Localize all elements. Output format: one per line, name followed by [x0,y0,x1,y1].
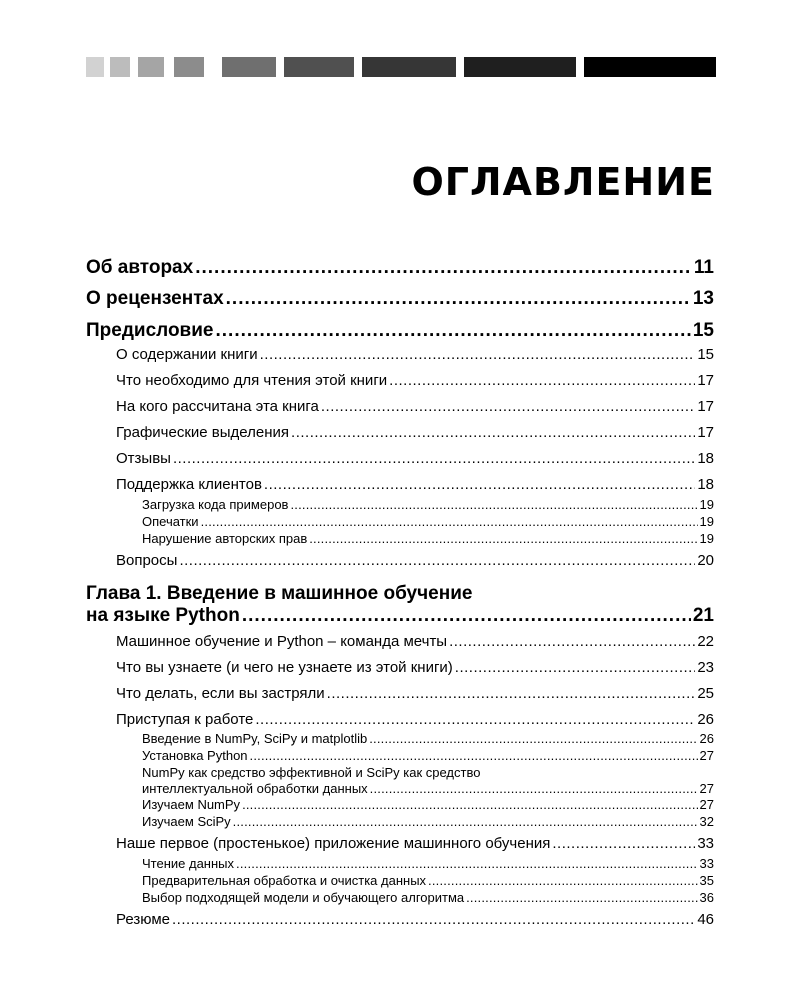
toc-page-number: 17 [697,372,714,389]
toc-entry-title: Предисловие [86,320,214,341]
dot-leader [250,748,698,763]
toc-page-number: 19 [699,514,714,529]
toc-entry-title: Что необходимо для чтения этой книги [116,372,388,389]
toc-subentry[interactable] [142,748,714,763]
toc-subentry-line1[interactable]: NumPy как средство эффективной и SciPy как средство [142,765,481,780]
toc-entry-title: Введение в NumPy, SciPy и matplotlib [142,731,368,746]
toc-entry-title: Резюме [116,911,170,928]
dot-leader [455,659,696,676]
toc-entry-title: Приступая к работе [116,711,254,728]
dot-leader [264,476,695,493]
toc-entry-title: Выбор подходящей модели и обучающего алгоритма [142,890,465,905]
dot-leader [172,911,695,928]
toc-entry[interactable] [116,450,714,467]
toc-subentry[interactable] [142,514,714,529]
toc-entry[interactable] [116,711,714,728]
dot-leader [369,731,697,746]
toc-entry-title: Чтение данных [142,856,235,871]
header-gradient-bars [86,57,716,77]
toc-entry[interactable] [116,476,714,493]
toc-page-number: 46 [697,911,714,928]
toc-subentry[interactable] [142,731,714,746]
chapter-1-title-line1[interactable]: Глава 1. Введение в машинное обучение [86,583,473,604]
dot-leader [370,781,698,796]
toc-page-number: 33 [699,856,714,871]
header-bar [584,57,716,77]
toc-entry-title: на языке Python [86,605,240,626]
toc-entry-title: О рецензентах [86,288,224,309]
toc-entry-title: Изучаем NumPy [142,797,241,812]
header-bar [110,57,130,77]
toc-entry[interactable] [116,372,714,389]
toc-entry-title: Наше первое (простенькое) приложение машинного обучения [116,835,551,852]
page-title: ОГЛАВЛЕНИЕ [411,160,715,204]
toc-page-number: 36 [699,890,714,905]
toc-subentry[interactable] [142,873,714,888]
dot-leader [309,531,697,546]
toc-entry-chapter-1[interactable] [86,605,714,627]
toc-page-number: 18 [697,450,714,467]
toc-entry-title: О содержании книги [116,346,258,363]
toc-page-number: 26 [697,711,714,728]
toc-entry-title: Что делать, если вы застряли [116,685,325,702]
toc-entry-title: интеллектуальной обработки данных [142,781,368,796]
header-bar [284,57,354,77]
toc-page-number: 27 [699,797,714,812]
header-bar [464,57,576,77]
toc-page-number: 21 [692,605,714,626]
dot-leader [255,711,695,728]
toc-page-number: 35 [699,873,714,888]
toc-page-number: 17 [697,424,714,441]
dot-leader [428,873,697,888]
toc-entry[interactable] [116,835,714,852]
toc-page-number: 27 [699,748,714,763]
dot-leader [449,633,695,650]
toc-page-number: 15 [692,320,714,341]
toc-entry-title: Нарушение авторских прав [142,531,308,546]
toc-entry-title: Вопросы [116,552,178,569]
toc-page-number: 15 [697,346,714,363]
toc-subentry[interactable] [142,890,714,905]
toc-entry-about-authors[interactable] [86,257,714,279]
toc-page-number: 19 [699,497,714,512]
toc-entry[interactable] [116,911,714,928]
dot-leader [236,856,698,871]
toc-page-number: 22 [697,633,714,650]
toc-entry[interactable] [116,424,714,441]
toc-entry-title: На кого рассчитана эта книга [116,398,319,415]
toc-subentry[interactable] [142,814,714,829]
toc-page-number: 27 [699,781,714,796]
toc-page-number: 25 [697,685,714,702]
header-bar [86,57,104,77]
toc-entry-title: Что вы узнаете (и чего не узнаете из этой книги) [116,659,453,676]
dot-leader [216,320,691,342]
toc-page-number: 20 [697,552,714,569]
toc-subentry[interactable] [142,797,714,812]
toc-page-number: 26 [699,731,714,746]
toc-page-number: 13 [692,288,714,309]
dot-leader [321,398,695,415]
dot-leader [201,514,698,529]
toc-entry[interactable] [116,552,714,569]
toc-entry-title: Изучаем SciPy [142,814,231,829]
dot-leader [173,450,695,467]
toc-page-number: 17 [697,398,714,415]
dot-leader [195,257,692,279]
toc-entry-title: Машинное обучение и Python – команда мечты [116,633,448,650]
toc-subentry[interactable] [142,781,714,796]
toc-subentry[interactable] [142,856,714,871]
toc-entry[interactable] [116,685,714,702]
dot-leader [552,835,695,852]
toc-entry[interactable] [116,633,714,650]
toc-subentry[interactable] [142,497,714,512]
toc-entry-title: Об авторах [86,257,194,278]
dot-leader [290,497,697,512]
toc-entry-title: Отзывы [116,450,171,467]
dot-leader [179,552,695,569]
toc-entry-title: Предварительная обработка и очистка данных [142,873,427,888]
header-bar [222,57,276,77]
toc-page-number: 11 [693,257,714,278]
dot-leader [226,288,691,310]
dot-leader [466,890,697,905]
header-bar [138,57,164,77]
toc-entry-title: Опечатки [142,514,199,529]
header-bar [174,57,204,77]
toc-page-number: 33 [697,835,714,852]
dot-leader [389,372,695,389]
toc-page-number: 23 [697,659,714,676]
toc-page-number: 19 [699,531,714,546]
toc-entry[interactable] [116,659,714,676]
toc-entry-preface[interactable] [86,320,714,342]
toc-page-number: 32 [699,814,714,829]
header-bar [362,57,456,77]
dot-leader [242,797,697,812]
toc-subentry[interactable] [142,531,714,546]
dot-leader [242,605,691,627]
dot-leader [233,814,698,829]
toc-entry[interactable] [116,346,714,363]
dot-leader [327,685,696,702]
dot-leader [291,424,695,441]
toc-entry-title: Поддержка клиентов [116,476,262,493]
toc-entry-about-reviewers[interactable] [86,288,714,310]
toc-entry-title: Графические выделения [116,424,290,441]
toc-page-number: 18 [697,476,714,493]
dot-leader [260,346,696,363]
toc-entry[interactable] [116,398,714,415]
toc-entry-title: Загрузка кода примеров [142,497,289,512]
toc-entry-title: Установка Python [142,748,248,763]
